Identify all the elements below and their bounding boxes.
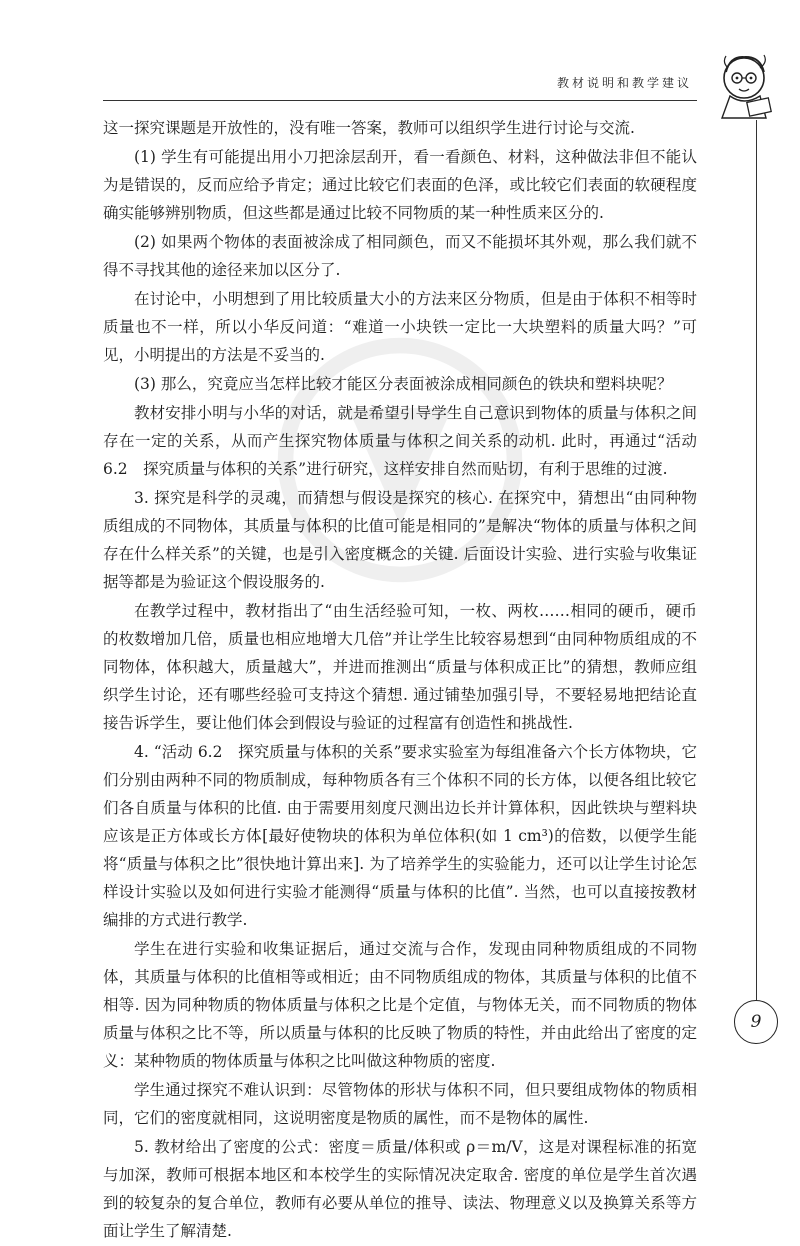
paragraph: 4. “活动 6.2 探究质量与体积的关系”要求实验室为每组准备六个长方体物块，它们分别由两种不同的物质制成，每种物质各有三个体积不同的长方体，以便各组比较它们各自质量与体积的比值. 由于需要用刻度尺测出边长并计算体积，因此铁块与塑料块应该是正方体或长方体[最好使物块的体积为单位体积(如 1 cm³)的倍数，以便学生能将“质量与体积之比”很快地计算出来]. 为了培养学生的实验能力，还可以让学生讨论怎样设计实验以及如何进行实验才能测得“质量与体积的比值”. 当然，也可以直接按教材编排的方式进行教学. bbox=[103, 743, 697, 929]
paragraph: 学生通过探究不难认识到：尽管物体的形状与体积不同，但只要组成物体的物质相同，它们的密度就相同，这说明密度是物质的属性，而不是物体的属性. bbox=[103, 1081, 697, 1127]
paragraph: 在教学过程中，教材指出了“由生活经验可知，一枚、两枚……相同的硬币，硬币的枚数增加几倍，质量也相应地增大几倍”并让学生比较容易想到“由同种物质组成的不同物体，体积越大，质量越大”，并进而推测出“质量与体积成正比”的猜想，教师应组织学生讨论，还有哪些经验可支持这个猜想. 通过铺垫加强引导，不要轻易地把结论直接告诉学生，要让他们体会到假设与验证的过程富有创造性和挑战性. bbox=[103, 602, 697, 732]
reader-cartoon-icon bbox=[708, 48, 782, 122]
body-text bbox=[103, 114, 697, 1246]
paragraph: 3. 探究是科学的灵魂，而猜想与假设是探究的核心. 在探究中，猜想出“由同种物质组成的不同物体，其质量与体积的比值可能是相同的”是解决“物体的质量与体积之间存在什么样关系”的关键，也是引入密度概念的关键. 后面设计实验、进行实验与收集证据等都是为验证这个假设服务的. bbox=[103, 489, 697, 591]
margin-rule bbox=[756, 120, 757, 1000]
paragraph: 学生在进行实验和收集证据后，通过交流与合作，发现由同种物质组成的不同物体，其质量与体积的比值相等或相近；由不同物质组成的物体，其质量与体积的比值不相等. 因为同种物质的物体质量与体积之比是个定值，与物体无关，而不同物质的物体质量与体积之比不等，所以质量与体积的比反映了物质的特性，并由此给出了密度的定义：某种物质的物体质量与体积之比叫做这种物质的密度. bbox=[103, 940, 697, 1070]
paragraph: 5. 教材给出了密度的公式：密度＝质量/体积或 ρ＝m/V，这是对课程标准的拓宽与加深，教师可根据本地区和本校学生的实际情况决定取舍. 密度的单位是学生首次遇到的较复杂的复合单位，教师有必要从单位的推导、读法、物理意义以及换算关系等方面让学生了解清楚. bbox=[103, 1138, 697, 1240]
paragraph: 这一探究课题是开放性的，没有唯一答案，教师可以组织学生进行讨论与交流. bbox=[103, 119, 635, 137]
paragraph: (1) 学生有可能提出用小刀把涂层刮开，看一看颜色、材料，这种做法非但不能认为是错误的，反而应给予肯定；通过比较它们表面的色泽，或比较它们表面的软硬程度确实能够辨别物质，但这些都是通过比较不同物质的某一种性质来区分的. bbox=[103, 148, 697, 222]
paragraph: 在讨论中，小明想到了用比较质量大小的方法来区分物质，但是由于体积不相等时质量也不一样，所以小华反问道：“难道一小块铁一定比一大块塑料的质量大吗？”可见，小明提出的方法是不妥当的. bbox=[103, 290, 697, 364]
running-header: 教材说明和教学建议 bbox=[556, 76, 692, 90]
header-rule bbox=[103, 100, 697, 101]
page-number-label: 9 bbox=[750, 1012, 762, 1032]
paragraph: 教材安排小明与小华的对话，就是希望引导学生自己意识到物体的质量与体积之间存在一定的关系，从而产生探究物体质量与体积之间关系的动机. 此时，再通过“活动 6.2 探究质量与体积的关系”进行研究，这样安排自然而贴切，有利于思维的过渡. bbox=[103, 404, 697, 478]
paragraph: (2) 如果两个物体的表面被涂成了相同颜色，而又不能损坏其外观，那么我们就不得不寻找其他的途径来加以区分了. bbox=[103, 233, 697, 279]
paragraph: (3) 那么，究竟应当怎样比较才能区分表面被涂成相同颜色的铁块和塑料块呢？ bbox=[134, 375, 673, 393]
page-number bbox=[734, 1000, 778, 1044]
